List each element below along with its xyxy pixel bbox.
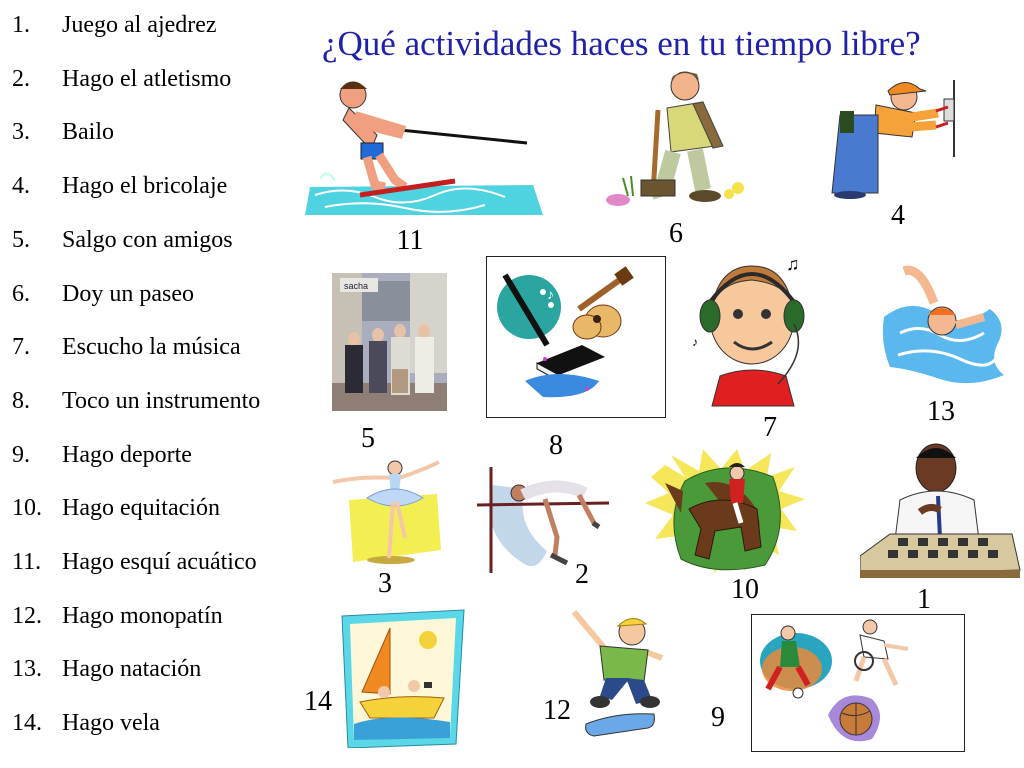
list-item <box>0 547 320 577</box>
walking-clipart <box>603 68 753 213</box>
list-item <box>0 601 320 631</box>
list-item-number: 10. <box>12 495 42 522</box>
sailing-clipart <box>340 606 468 748</box>
list-item-number: 11. <box>12 549 42 575</box>
list-item <box>0 332 320 362</box>
music-clipart <box>690 256 818 416</box>
list-item-text: Hago monopatín <box>62 602 223 629</box>
shop-sign: sacha <box>344 281 369 291</box>
list-item-text: Bailo <box>62 119 114 146</box>
list-item-number: 5. <box>12 226 30 253</box>
svg-text:♪: ♪ <box>547 288 554 303</box>
swimming-clipart <box>880 263 1010 391</box>
label-walking: 6 <box>669 218 683 249</box>
list-item <box>0 654 320 684</box>
label-friends: 5 <box>361 423 375 454</box>
label-horse-riding: 10 <box>731 574 759 605</box>
list-item <box>0 10 320 40</box>
athletics-clipart <box>475 465 615 575</box>
chess-clipart <box>860 438 1022 578</box>
label-athletics: 2 <box>575 559 589 590</box>
list-item-number: 14. <box>12 710 42 737</box>
list-item-text: Escucho la música <box>62 334 241 361</box>
list-item-text: Doy un paseo <box>62 280 194 307</box>
label-music: 7 <box>763 412 777 443</box>
list-item <box>0 171 320 201</box>
svg-text:♪: ♪ <box>692 335 698 349</box>
label-ballet: 3 <box>378 568 392 599</box>
list-item-number: 8. <box>12 387 30 414</box>
label-chess: 1 <box>917 584 931 615</box>
list-item-number: 13. <box>12 656 42 683</box>
label-sailing: 14 <box>304 686 332 717</box>
list-item <box>0 225 320 255</box>
list-item-text: Juego al ajedrez <box>62 12 217 38</box>
skateboarding-clipart <box>570 608 670 740</box>
list-item-number: 4. <box>12 173 30 200</box>
list-item <box>0 279 320 309</box>
list-item-number: 7. <box>12 334 30 361</box>
list-item <box>0 117 320 147</box>
list-item-text: Salgo con amigos <box>62 226 233 253</box>
label-water-skiing: 11 <box>396 225 424 256</box>
list-item-text: Hago esquí acuático <box>62 549 257 575</box>
list-item <box>0 708 320 738</box>
sport-clipart <box>751 614 965 752</box>
list-item-number: 1. <box>12 12 30 38</box>
list-item-number: 3. <box>12 119 30 146</box>
instruments-clipart <box>486 256 666 418</box>
svg-text:♫: ♫ <box>786 256 800 274</box>
label-instrument: 8 <box>549 430 563 461</box>
list-item-text: Hago vela <box>62 710 160 737</box>
label-sport: 9 <box>711 702 725 733</box>
list-item-text: Hago el bricolaje <box>62 173 228 200</box>
horse-riding-clipart <box>645 447 807 577</box>
list-item <box>0 440 320 470</box>
water-skiing-clipart <box>305 75 545 220</box>
list-item-number: 2. <box>12 65 30 92</box>
list-item-text: Hago deporte <box>62 441 192 468</box>
list-item-number: 12. <box>12 602 42 629</box>
label-swimming: 13 <box>927 396 955 427</box>
list-item <box>0 493 320 523</box>
list-item-number: 9. <box>12 441 30 468</box>
ballet-clipart <box>333 458 443 566</box>
list-item-text: Hago equitación <box>62 495 220 522</box>
label-skateboarding: 12 <box>543 695 571 726</box>
list-item <box>0 386 320 416</box>
friends-photo <box>332 273 447 411</box>
page-title: ¿Qué actividades haces en tu tiempo libre? <box>322 24 921 63</box>
list-item-number: 6. <box>12 280 30 307</box>
list-item <box>0 64 320 94</box>
diy-clipart <box>826 75 961 200</box>
list-item-text: Hago natación <box>62 656 202 683</box>
list-item-text: Toco un instrumento <box>62 387 261 414</box>
label-diy: 4 <box>891 200 905 231</box>
list-item-text: Hago el atletismo <box>62 65 232 92</box>
